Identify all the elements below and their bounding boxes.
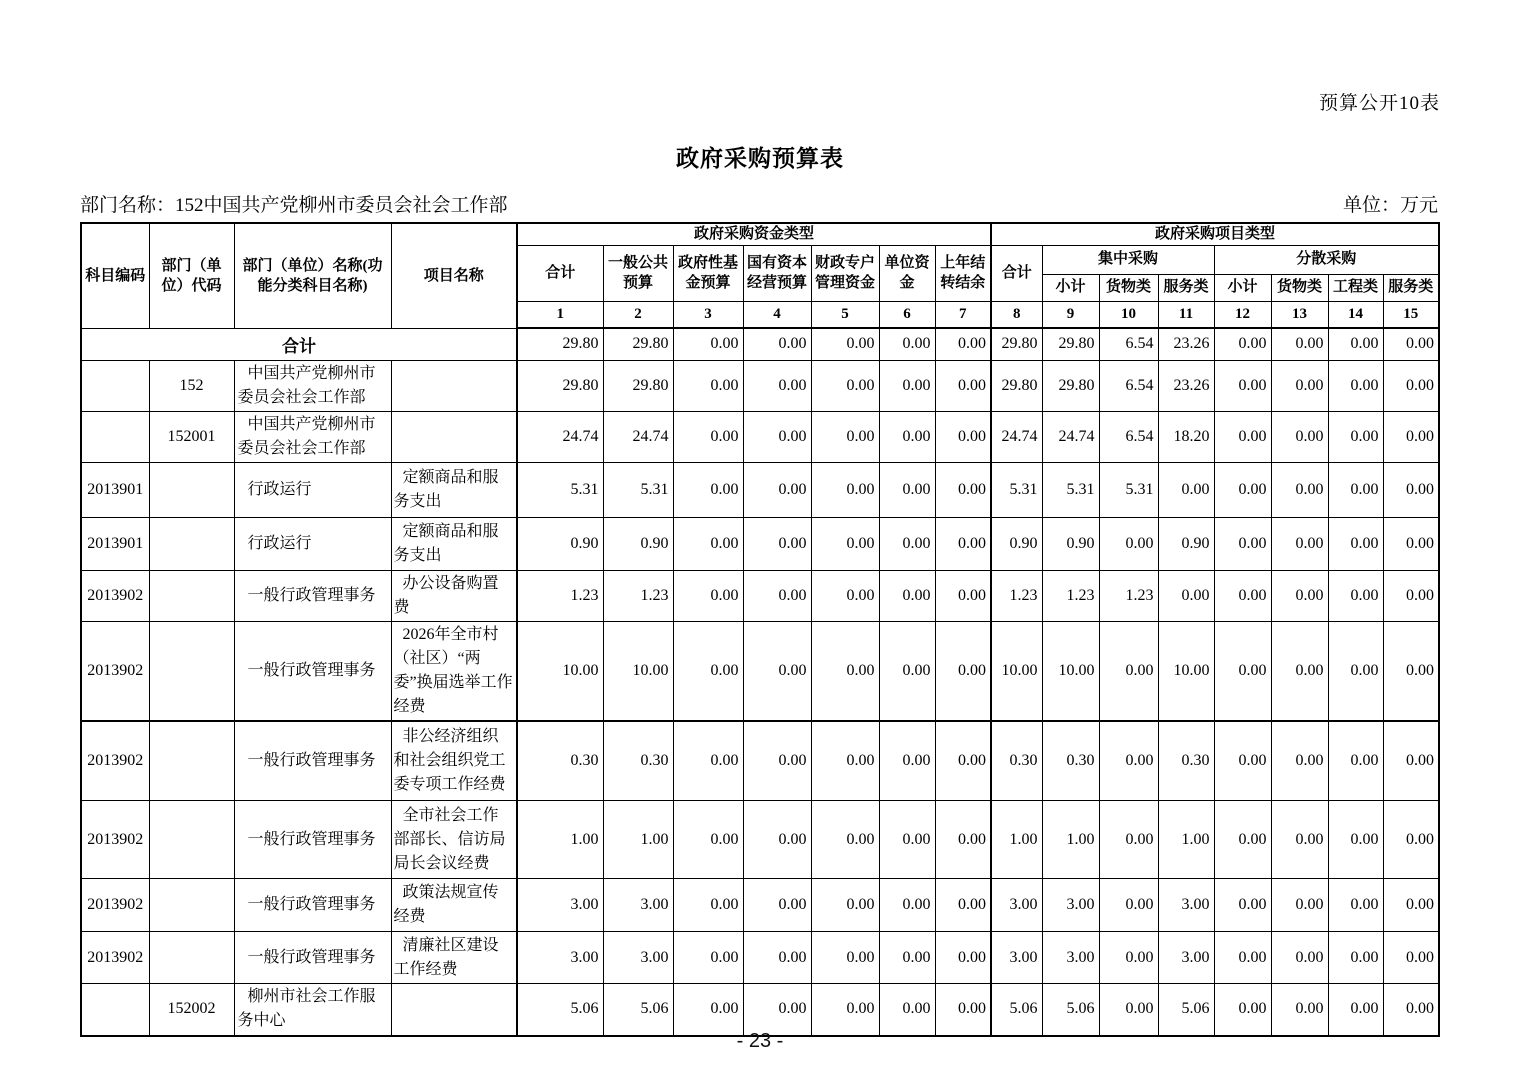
value-cell: 0.00 — [1099, 621, 1158, 721]
table-row — [81, 462, 1439, 517]
value-cell: 0.00 — [811, 932, 879, 984]
header-dispersed-group: 分散采购 — [1214, 245, 1439, 274]
table-row — [81, 932, 1439, 984]
dept-code-cell — [149, 570, 234, 621]
header-central-subtotal: 小计 — [1042, 274, 1099, 301]
value-cell: 1.00 — [1042, 801, 1099, 879]
value-cell: 0.00 — [935, 360, 991, 411]
value-cell: 0.00 — [673, 411, 743, 462]
value-cell: 3.00 — [1042, 879, 1099, 932]
value-cell: 0.00 — [1383, 721, 1439, 801]
value-cell: 0.00 — [1214, 879, 1271, 932]
value-cell: 0.00 — [1328, 570, 1383, 621]
column-number: 6 — [879, 301, 935, 328]
value-cell: 0.00 — [673, 360, 743, 411]
header-dispersed-services: 服务类 — [1383, 274, 1439, 301]
value-cell: 0.00 — [743, 411, 811, 462]
subject-code-cell: 2013901 — [81, 462, 149, 517]
value-cell: 5.31 — [991, 462, 1042, 517]
header-dispersed-subtotal: 小计 — [1214, 274, 1271, 301]
value-cell: 0.00 — [743, 721, 811, 801]
value-cell: 0.00 — [879, 621, 935, 721]
column-number: 11 — [1158, 301, 1214, 328]
project-name-cell: 政策法规宣传经费 — [391, 879, 517, 932]
value-cell: 10.00 — [1042, 621, 1099, 721]
dept-code-cell — [149, 879, 234, 932]
value-cell: 0.00 — [1328, 879, 1383, 932]
value-cell: 0.00 — [879, 721, 935, 801]
value-cell: 18.20 — [1158, 411, 1214, 462]
value-cell: 0.00 — [673, 570, 743, 621]
column-number: 10 — [1099, 301, 1158, 328]
value-cell: 0.00 — [935, 984, 991, 1036]
value-cell: 0.00 — [811, 360, 879, 411]
value-cell: 3.00 — [603, 879, 673, 932]
value-cell: 6.54 — [1099, 328, 1158, 360]
value-cell: 0.00 — [935, 932, 991, 984]
value-cell: 0.00 — [1099, 984, 1158, 1036]
value-cell: 0.00 — [935, 462, 991, 517]
value-cell: 0.00 — [1271, 517, 1328, 570]
subject-code-cell — [81, 411, 149, 462]
value-cell: 0.00 — [935, 721, 991, 801]
value-cell: 5.06 — [1158, 984, 1214, 1036]
value-cell: 0.00 — [1328, 932, 1383, 984]
value-cell: 0.00 — [811, 328, 879, 360]
value-cell: 0.00 — [811, 570, 879, 621]
value-cell: 5.31 — [1042, 462, 1099, 517]
value-cell: 0.00 — [1099, 932, 1158, 984]
dept-name-cell: 一般行政管理事务 — [234, 801, 391, 879]
value-cell: 0.30 — [1042, 721, 1099, 801]
value-cell: 0.00 — [1099, 517, 1158, 570]
column-number: 1 — [517, 301, 603, 328]
subject-code-cell: 2013902 — [81, 621, 149, 721]
value-cell: 0.00 — [1214, 360, 1271, 411]
page-title: 政府采购预算表 — [676, 146, 844, 171]
value-cell: 0.00 — [743, 328, 811, 360]
value-cell: 0.00 — [879, 984, 935, 1036]
value-cell: 3.00 — [1158, 879, 1214, 932]
project-name-cell — [391, 984, 517, 1036]
value-cell: 24.74 — [1042, 411, 1099, 462]
value-cell: 0.00 — [1271, 411, 1328, 462]
value-cell: 6.54 — [1099, 360, 1158, 411]
value-cell: 0.00 — [1271, 801, 1328, 879]
value-cell: 0.00 — [1214, 801, 1271, 879]
column-number: 15 — [1383, 301, 1439, 328]
value-cell: 0.00 — [743, 984, 811, 1036]
value-cell: 3.00 — [1042, 932, 1099, 984]
column-number: 7 — [935, 301, 991, 328]
page-number: - 23 - — [736, 1030, 784, 1052]
value-cell: 0.00 — [1383, 328, 1439, 360]
value-cell: 24.74 — [517, 411, 603, 462]
value-cell: 0.00 — [1271, 984, 1328, 1036]
value-cell: 0.00 — [1214, 621, 1271, 721]
dept-code-cell — [149, 462, 234, 517]
value-cell: 0.00 — [879, 462, 935, 517]
value-cell: 1.00 — [1158, 801, 1214, 879]
value-cell: 0.30 — [991, 721, 1042, 801]
value-cell: 0.00 — [1328, 462, 1383, 517]
value-cell: 24.74 — [991, 411, 1042, 462]
value-cell: 0.00 — [1328, 411, 1383, 462]
value-cell: 5.06 — [1042, 984, 1099, 1036]
dept-name-cell: 一般行政管理事务 — [234, 879, 391, 932]
value-cell: 0.00 — [1383, 932, 1439, 984]
value-cell: 29.80 — [603, 360, 673, 411]
header-project-name: 项目名称 — [391, 223, 517, 328]
value-cell: 0.90 — [1042, 517, 1099, 570]
corner-note: 预算公开10表 — [1318, 93, 1440, 114]
value-cell: 0.00 — [1383, 879, 1439, 932]
value-cell: 29.80 — [991, 328, 1042, 360]
value-cell: 29.80 — [603, 328, 673, 360]
value-cell: 0.00 — [1214, 570, 1271, 621]
value-cell: 1.00 — [603, 801, 673, 879]
value-cell: 0.00 — [673, 721, 743, 801]
value-cell: 0.00 — [673, 462, 743, 517]
table-row — [81, 879, 1439, 932]
value-cell: 0.00 — [1328, 721, 1383, 801]
table-header — [81, 223, 1439, 328]
value-cell: 0.00 — [811, 411, 879, 462]
value-cell: 0.90 — [991, 517, 1042, 570]
header-general-public-budget: 一般公共预算 — [603, 245, 673, 301]
value-cell: 29.80 — [517, 328, 603, 360]
value-cell: 29.80 — [1042, 360, 1099, 411]
header-central-goods: 货物类 — [1099, 274, 1158, 301]
project-name-cell: 全市社会工作部部长、信访局局长会议经费 — [391, 801, 517, 879]
value-cell: 0.00 — [743, 570, 811, 621]
column-number: 3 — [673, 301, 743, 328]
header-state-capital-budget: 国有资本经营预算 — [743, 245, 811, 301]
table-row — [81, 411, 1439, 462]
value-cell: 0.00 — [1328, 801, 1383, 879]
dept-name-cell: 一般行政管理事务 — [234, 932, 391, 984]
project-name-cell: 非公经济组织和社会组织党工委专项工作经费 — [391, 721, 517, 801]
value-cell: 1.23 — [1099, 570, 1158, 621]
header-unit-funds: 单位资金 — [879, 245, 935, 301]
value-cell: 10.00 — [991, 621, 1042, 721]
value-cell: 24.74 — [603, 411, 673, 462]
subject-code-cell: 2013902 — [81, 570, 149, 621]
dept-name-cell: 一般行政管理事务 — [234, 570, 391, 621]
subject-code-cell: 2013902 — [81, 721, 149, 801]
value-cell: 0.00 — [879, 517, 935, 570]
value-cell: 0.00 — [879, 879, 935, 932]
dept-name-cell: 一般行政管理事务 — [234, 721, 391, 801]
project-name-cell: 2026年全市村（社区）“两委”换届选举工作经费 — [391, 621, 517, 721]
table-row-total — [81, 328, 1439, 360]
value-cell: 0.00 — [1271, 328, 1328, 360]
table-row — [81, 721, 1439, 801]
value-cell: 3.00 — [603, 932, 673, 984]
dept-code-cell — [149, 621, 234, 721]
value-cell: 0.00 — [879, 360, 935, 411]
subject-code-cell: 2013902 — [81, 932, 149, 984]
header-dispersed-goods: 货物类 — [1271, 274, 1328, 301]
value-cell: 0.00 — [1158, 570, 1214, 621]
column-number: 13 — [1271, 301, 1328, 328]
value-cell: 0.00 — [1328, 984, 1383, 1036]
value-cell: 0.00 — [743, 621, 811, 721]
table-row — [81, 801, 1439, 879]
procurement-budget-table — [80, 222, 1440, 1037]
value-cell: 0.00 — [811, 462, 879, 517]
value-cell: 0.00 — [1271, 932, 1328, 984]
subject-code-cell — [81, 984, 149, 1036]
column-number: 5 — [811, 301, 879, 328]
value-cell: 0.90 — [1158, 517, 1214, 570]
value-cell: 0.00 — [1099, 721, 1158, 801]
value-cell: 0.00 — [935, 328, 991, 360]
header-dept-code: 部门（单位）代码 — [149, 223, 234, 328]
value-cell: 0.00 — [1099, 879, 1158, 932]
value-cell: 0.00 — [673, 517, 743, 570]
value-cell: 0.00 — [743, 517, 811, 570]
value-cell: 23.26 — [1158, 328, 1214, 360]
value-cell: 0.00 — [1271, 721, 1328, 801]
value-cell: 3.00 — [991, 932, 1042, 984]
header-subject-code: 科目编码 — [81, 223, 149, 328]
value-cell: 0.00 — [935, 517, 991, 570]
value-cell: 0.00 — [1328, 517, 1383, 570]
value-cell: 29.80 — [517, 360, 603, 411]
value-cell: 0.00 — [743, 801, 811, 879]
column-number: 12 — [1214, 301, 1271, 328]
value-cell: 0.00 — [879, 570, 935, 621]
value-cell: 0.00 — [673, 879, 743, 932]
column-number: 2 — [603, 301, 673, 328]
value-cell: 1.23 — [991, 570, 1042, 621]
header-fiscal-account-funds: 财政专户管理资金 — [811, 245, 879, 301]
value-cell: 1.23 — [603, 570, 673, 621]
value-cell: 0.00 — [1271, 360, 1328, 411]
dept-name-cell: 行政运行 — [234, 517, 391, 570]
value-cell: 29.80 — [991, 360, 1042, 411]
value-cell: 23.26 — [1158, 360, 1214, 411]
project-name-cell: 定额商品和服务支出 — [391, 462, 517, 517]
value-cell: 0.00 — [811, 984, 879, 1036]
department-name-label: 部门名称：152中国共产党柳州市委员会社会工作部 — [80, 195, 508, 216]
value-cell: 0.00 — [879, 411, 935, 462]
meta-line — [80, 190, 1438, 217]
value-cell: 0.00 — [1158, 462, 1214, 517]
value-cell: 0.30 — [517, 721, 603, 801]
value-cell: 0.00 — [1383, 517, 1439, 570]
dept-name-cell: 柳州市社会工作服务中心 — [234, 984, 391, 1036]
subject-code-cell — [81, 360, 149, 411]
dept-code-cell: 152002 — [149, 984, 234, 1036]
value-cell: 0.00 — [811, 879, 879, 932]
value-cell: 0.00 — [1328, 621, 1383, 721]
project-name-cell: 清廉社区建设工作经费 — [391, 932, 517, 984]
value-cell: 0.00 — [811, 517, 879, 570]
value-cell: 3.00 — [517, 879, 603, 932]
value-cell: 0.00 — [1099, 801, 1158, 879]
dept-code-cell — [149, 721, 234, 801]
header-project-type-group: 政府采购项目类型 — [991, 223, 1439, 245]
table-row — [81, 984, 1439, 1036]
value-cell: 0.00 — [1383, 462, 1439, 517]
value-cell: 0.00 — [743, 462, 811, 517]
value-cell: 0.00 — [673, 621, 743, 721]
subject-code-cell: 2013902 — [81, 801, 149, 879]
value-cell: 10.00 — [1158, 621, 1214, 721]
project-name-cell — [391, 411, 517, 462]
dept-code-cell — [149, 517, 234, 570]
value-cell: 0.90 — [517, 517, 603, 570]
table-row — [81, 570, 1439, 621]
column-number: 9 — [1042, 301, 1099, 328]
header-ptype-total: 合计 — [991, 245, 1042, 301]
value-cell: 0.00 — [935, 570, 991, 621]
dept-code-cell — [149, 801, 234, 879]
value-cell: 0.00 — [879, 328, 935, 360]
project-name-cell — [391, 360, 517, 411]
value-cell: 1.00 — [991, 801, 1042, 879]
value-cell: 0.00 — [935, 411, 991, 462]
value-cell: 0.00 — [1271, 621, 1328, 721]
header-dept-name: 部门（单位）名称(功能分类科目名称) — [234, 223, 391, 328]
value-cell: 0.30 — [603, 721, 673, 801]
value-cell: 0.00 — [673, 328, 743, 360]
value-cell: 10.00 — [517, 621, 603, 721]
table-body — [81, 328, 1439, 1036]
value-cell: 5.31 — [517, 462, 603, 517]
value-cell: 0.00 — [811, 621, 879, 721]
value-cell: 0.00 — [1383, 570, 1439, 621]
header-fund-total: 合计 — [517, 245, 603, 301]
dept-code-cell: 152001 — [149, 411, 234, 462]
value-cell: 0.00 — [1271, 570, 1328, 621]
value-cell: 0.00 — [935, 879, 991, 932]
value-cell: 0.00 — [1383, 801, 1439, 879]
value-cell: 0.00 — [1328, 328, 1383, 360]
value-cell: 3.00 — [517, 932, 603, 984]
value-cell: 0.00 — [1214, 517, 1271, 570]
value-cell: 0.00 — [673, 984, 743, 1036]
value-cell: 1.23 — [1042, 570, 1099, 621]
value-cell: 0.00 — [1214, 721, 1271, 801]
value-cell: 1.23 — [517, 570, 603, 621]
header-govt-fund-budget: 政府性基金预算 — [673, 245, 743, 301]
dept-code-cell: 152 — [149, 360, 234, 411]
value-cell: 0.00 — [1214, 462, 1271, 517]
value-cell: 0.00 — [1383, 984, 1439, 1036]
value-cell: 0.00 — [811, 801, 879, 879]
value-cell: 0.00 — [1214, 411, 1271, 462]
value-cell: 5.06 — [517, 984, 603, 1036]
table-row — [81, 360, 1439, 411]
value-cell: 0.00 — [1383, 360, 1439, 411]
value-cell: 0.90 — [603, 517, 673, 570]
value-cell: 0.00 — [743, 879, 811, 932]
value-cell: 3.00 — [991, 879, 1042, 932]
value-cell: 0.30 — [1158, 721, 1214, 801]
column-number: 14 — [1328, 301, 1383, 328]
value-cell: 0.00 — [673, 801, 743, 879]
column-number: 4 — [743, 301, 811, 328]
value-cell: 1.00 — [517, 801, 603, 879]
value-cell: 0.00 — [1383, 411, 1439, 462]
value-cell: 0.00 — [1328, 360, 1383, 411]
value-cell: 3.00 — [1158, 932, 1214, 984]
value-cell: 29.80 — [1042, 328, 1099, 360]
value-cell: 0.00 — [1271, 462, 1328, 517]
value-cell: 0.00 — [811, 721, 879, 801]
unit-label: 单位：万元 — [1342, 195, 1438, 216]
header-row-groups — [81, 223, 1439, 245]
value-cell: 0.00 — [1214, 328, 1271, 360]
value-cell: 5.31 — [1099, 462, 1158, 517]
value-cell: 0.00 — [879, 801, 935, 879]
value-cell: 0.00 — [743, 360, 811, 411]
header-fund-type-group: 政府采购资金类型 — [517, 223, 991, 245]
value-cell: 10.00 — [603, 621, 673, 721]
project-name-cell: 办公设备购置费 — [391, 570, 517, 621]
value-cell: 0.00 — [673, 932, 743, 984]
value-cell: 0.00 — [1214, 984, 1271, 1036]
header-carryover-funds: 上年结转结余 — [935, 245, 991, 301]
dept-name-cell: 中国共产党柳州市委员会社会工作部 — [234, 411, 391, 462]
value-cell: 0.00 — [879, 932, 935, 984]
dept-name-cell: 一般行政管理事务 — [234, 621, 391, 721]
subject-code-cell: 2013902 — [81, 879, 149, 932]
header-dispersed-works: 工程类 — [1328, 274, 1383, 301]
value-cell: 0.00 — [1271, 879, 1328, 932]
subject-code-cell: 2013901 — [81, 517, 149, 570]
total-row-label: 合计 — [81, 328, 517, 360]
header-central-services: 服务类 — [1158, 274, 1214, 301]
value-cell: 0.00 — [935, 621, 991, 721]
dept-name-cell: 中国共产党柳州市委员会社会工作部 — [234, 360, 391, 411]
value-cell: 0.00 — [1214, 932, 1271, 984]
value-cell: 6.54 — [1099, 411, 1158, 462]
table-row — [81, 517, 1439, 570]
dept-name-cell: 行政运行 — [234, 462, 391, 517]
dept-code-cell — [149, 932, 234, 984]
value-cell: 5.31 — [603, 462, 673, 517]
value-cell: 5.06 — [603, 984, 673, 1036]
value-cell: 0.00 — [935, 801, 991, 879]
column-number: 8 — [991, 301, 1042, 328]
header-centralized-group: 集中采购 — [1042, 245, 1214, 274]
value-cell: 0.00 — [743, 932, 811, 984]
value-cell: 0.00 — [1383, 621, 1439, 721]
table-row — [81, 621, 1439, 721]
project-name-cell: 定额商品和服务支出 — [391, 517, 517, 570]
value-cell: 5.06 — [991, 984, 1042, 1036]
